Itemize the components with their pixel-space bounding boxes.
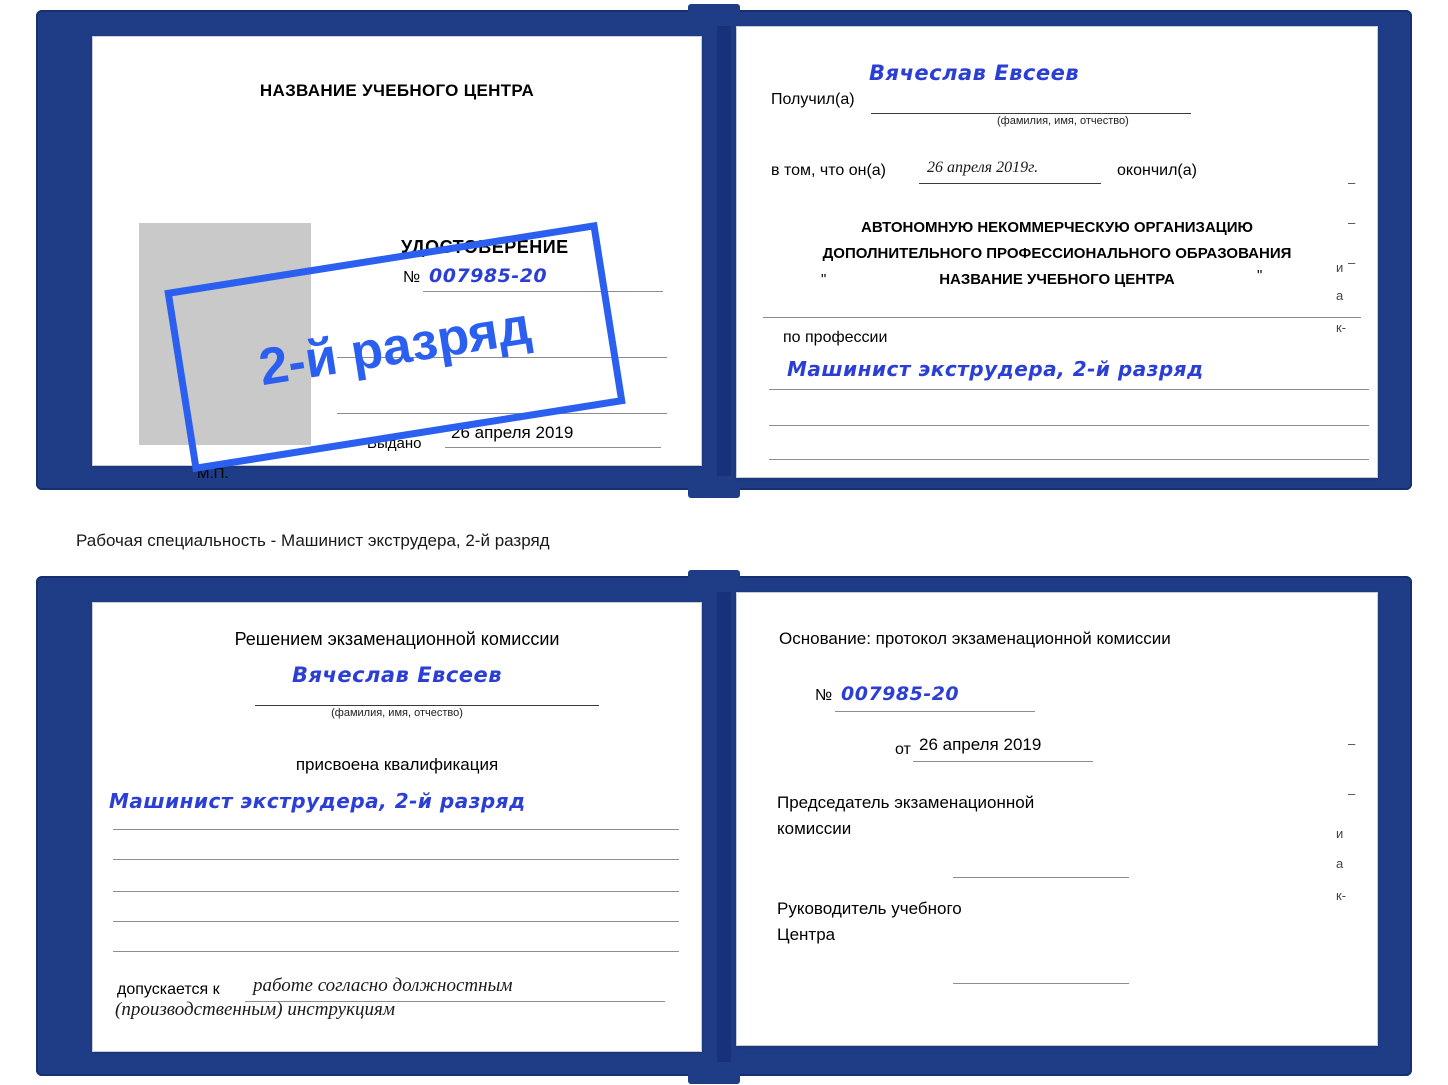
- from-label: от: [895, 741, 911, 758]
- chairman-label-1: Председатель экзаменационной: [777, 793, 1035, 812]
- edge-mark-b4: а: [1336, 856, 1344, 871]
- qual-line-1: [113, 829, 679, 830]
- admitted-value-1: работе согласно должностным: [253, 975, 513, 996]
- organization-line-3: НАЗВАНИЕ УЧЕБНОГО ЦЕНТРА: [939, 271, 1175, 288]
- org-underline-1: [763, 317, 1361, 318]
- in-that-label: в том, что он(а): [771, 162, 886, 179]
- organization-line-1: АВТОНОМНУЮ НЕКОММЕРЧЕСКУЮ ОРГАНИЗАЦИЮ: [861, 219, 1253, 236]
- number-value: 007985-20: [429, 265, 548, 287]
- qualification-label: присвоена квалификация: [295, 755, 499, 774]
- page-right-top: [736, 26, 1378, 478]
- profession-value: Машинист экструдера, 2-й разряд: [787, 357, 1204, 381]
- fio-hint: (фамилия, имя, отчество): [997, 115, 1129, 127]
- center-name: НАЗВАНИЕ УЧЕБНОГО ЦЕНТРА: [259, 81, 535, 100]
- student-name: Вячеслав Евсеев: [291, 663, 503, 687]
- received-label: Получил(а): [771, 91, 855, 108]
- protocol-number-underline: [835, 711, 1035, 712]
- qual-line-2: [113, 859, 679, 860]
- cover-tab-top: [688, 4, 740, 26]
- qual-line-5: [113, 951, 679, 952]
- cover-tab-top-2: [688, 570, 740, 592]
- edge-mark-3: –: [1348, 255, 1356, 270]
- head-label-1: Руководитель учебного: [777, 899, 962, 918]
- edge-mark-2: –: [1348, 215, 1356, 230]
- number-label: №: [403, 269, 421, 286]
- finish-date-underline: [919, 183, 1101, 184]
- head-signature-line: [953, 983, 1129, 984]
- edge-mark-5: а: [1336, 288, 1344, 303]
- quote-open: ": [821, 271, 827, 288]
- edge-mark-b3: и: [1336, 826, 1344, 841]
- edge-mark-b2: –: [1348, 786, 1356, 801]
- qual-line-4: [113, 921, 679, 922]
- qualification-value: Машинист экструдера, 2-й разряд: [109, 789, 526, 813]
- blank-line-3: [769, 425, 1369, 426]
- profession-label: по профессии: [783, 329, 888, 346]
- issued-label: Выдано: [367, 435, 422, 452]
- protocol-number-value: 007985-20: [841, 683, 960, 705]
- protocol-number-label: №: [815, 687, 833, 704]
- issued-underline: [445, 447, 661, 448]
- received-name: Вячеслав Евсеев: [869, 61, 1080, 85]
- fio-hint-2: (фамилия, имя, отчество): [331, 707, 463, 719]
- admitted-label: допускается к: [117, 981, 220, 998]
- document-title: УДОСТОВЕРЕНИЕ: [401, 237, 569, 257]
- edge-mark-4: и: [1336, 260, 1344, 275]
- quote-close: ": [1257, 267, 1263, 284]
- admitted-value-2: (производственным) инструкциям: [115, 999, 395, 1020]
- page-left-bottom: [92, 602, 702, 1052]
- qual-line-3: [113, 891, 679, 892]
- chairman-signature-line: [953, 877, 1129, 878]
- cover-tab-bottom: [688, 476, 740, 498]
- from-date: 26 апреля 2019: [919, 735, 1042, 754]
- finished-label: окончил(а): [1117, 162, 1197, 179]
- page-right-bottom: [736, 592, 1378, 1046]
- watermark-text: 2-й разряд: [255, 296, 535, 398]
- received-underline: [871, 113, 1191, 114]
- head-label-2: Центра: [777, 925, 836, 944]
- chairman-label-2: комиссии: [777, 819, 852, 838]
- decision-label: Решением экзаменационной комиссии: [234, 629, 560, 649]
- organization-line-2: ДОПОЛНИТЕЛЬНОГО ПРОФЕССИОНАЛЬНОГО ОБРАЗОВАНИЯ: [822, 245, 1292, 262]
- from-date-underline: [913, 761, 1093, 762]
- finish-date: 26 апреля 2019г.: [927, 159, 1039, 176]
- cover-tab-bottom-2: [688, 1062, 740, 1084]
- certificate-bottom: [36, 576, 1412, 1076]
- profession-underline: [769, 389, 1369, 390]
- edge-mark-b1: –: [1348, 736, 1356, 751]
- image-caption: Рабочая специальность - Машинист экструдера, 2-й разряд: [76, 531, 550, 550]
- blank-line-4: [769, 459, 1369, 460]
- basis-label: Основание: протокол экзаменационной комиссии: [779, 629, 1171, 648]
- edge-mark-6: к-: [1336, 320, 1347, 335]
- issued-date: 26 апреля 2019: [451, 423, 574, 442]
- name-underline: [255, 705, 599, 706]
- edge-mark-b5: к-: [1336, 888, 1347, 903]
- seal-label: М.П.: [197, 465, 229, 482]
- edge-mark-1: –: [1348, 175, 1356, 190]
